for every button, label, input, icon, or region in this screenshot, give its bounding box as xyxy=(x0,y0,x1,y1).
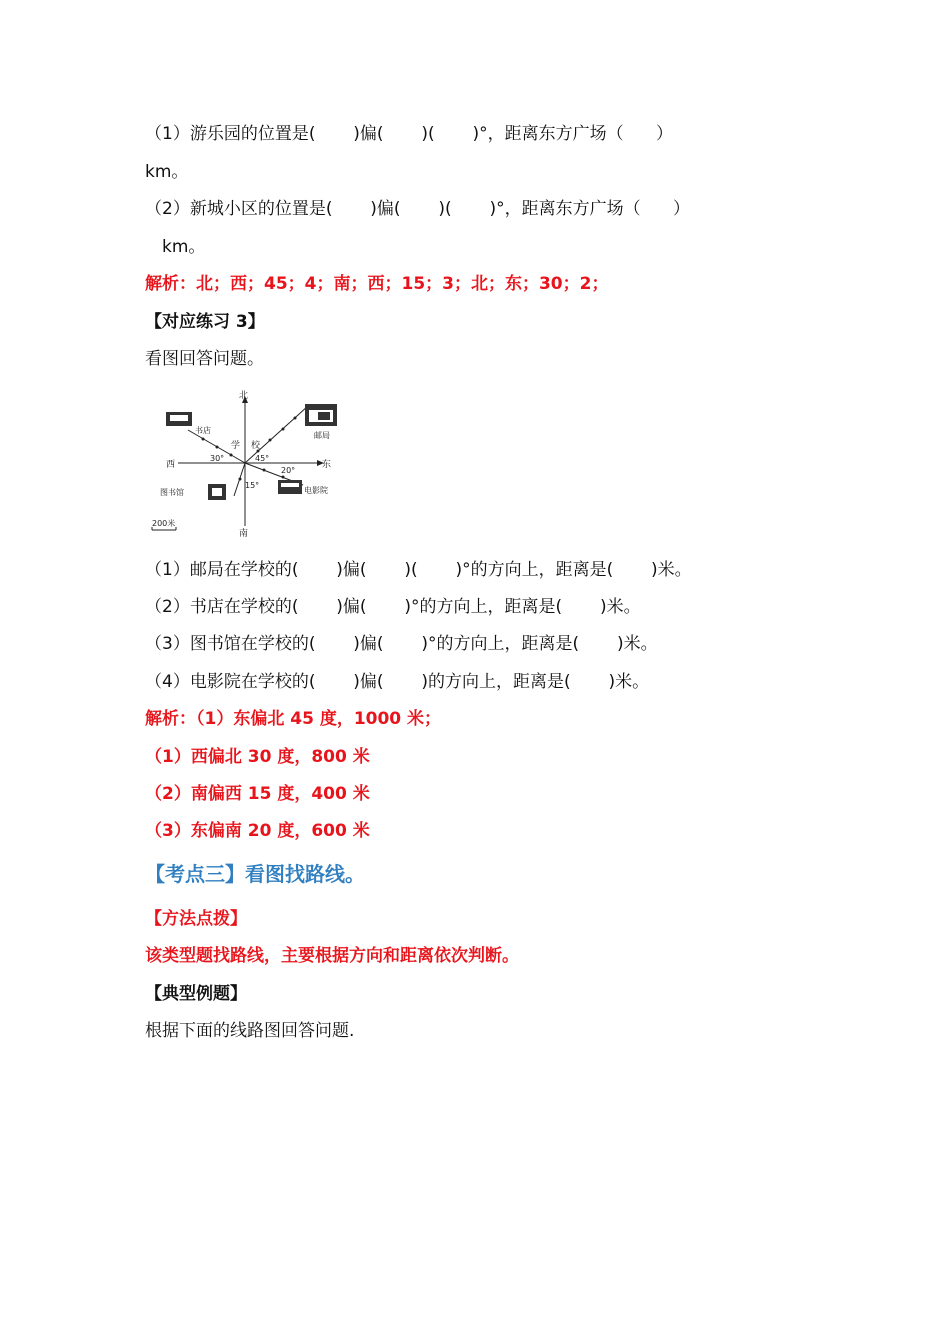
method-heading: 【方法点拨】 xyxy=(145,909,247,929)
school-label-2: 校 xyxy=(251,441,261,451)
north-label: 北 xyxy=(239,391,249,401)
angle-45-label: 45° xyxy=(255,454,270,463)
example-heading: 【典型例题】 xyxy=(145,984,247,1004)
practice3-question-3: （3）图书馆在学校的( )偏( )°的方向上，距离是( )米。 xyxy=(145,634,658,654)
q1-part1-cont: km。 xyxy=(145,162,189,182)
post-office-icon xyxy=(305,404,337,426)
section3-title: 【考点三】看图找路线。 xyxy=(145,862,365,886)
post-office-label: 邮局 xyxy=(314,431,330,440)
angle-15-label: 15° xyxy=(245,481,260,490)
q1-part1: （1）游乐园的位置是( )偏( )( )°，距离东方广场（ ） xyxy=(145,124,674,144)
practice3-answer-4: （3）东偏南 20 度，600 米 xyxy=(145,821,370,841)
practice3-question-4: （4）电影院在学校的( )偏( )的方向上，距离是( )米。 xyxy=(145,672,650,692)
west-label: 西 xyxy=(166,460,176,470)
method-text: 该类型题找路线，主要根据方向和距离依次判断。 xyxy=(145,946,519,966)
example-text: 根据下面的线路图回答问题. xyxy=(145,1021,355,1041)
library-icon xyxy=(208,484,226,500)
practice3-answer-3: （2）南偏西 15 度，400 米 xyxy=(145,784,370,804)
library-label: 图书馆 xyxy=(160,488,184,497)
cinema-icon xyxy=(278,480,302,494)
practice3-answer-2: （1）西偏北 30 度，800 米 xyxy=(145,747,370,767)
scale-label: 200米 xyxy=(152,519,176,528)
east-label: 东 xyxy=(322,460,332,470)
practice3-heading: 【对应练习 3】 xyxy=(145,312,265,332)
bookstore-icon xyxy=(166,412,192,426)
practice3-answer-1: 解析：（1）东偏北 45 度，1000 米； xyxy=(145,709,442,729)
direction-diagram xyxy=(148,388,344,538)
answer-prev: 解析：北；西；45；4；南；西；15；3；北；东；30；2； xyxy=(145,274,609,294)
q1-part2-cont: km。 xyxy=(162,237,206,257)
cinema-label: 电影院 xyxy=(304,486,328,495)
q1-part2: （2）新城小区的位置是( )偏( )( )°，距离东方广场（ ） xyxy=(145,199,691,219)
practice3-question-2: （2）书店在学校的( )偏( )°的方向上，距离是( )米。 xyxy=(145,597,641,617)
bookstore-label: 书店 xyxy=(195,426,211,435)
practice3-question-1: （1）邮局在学校的( )偏( )( )°的方向上，距离是( )米。 xyxy=(145,560,692,580)
angle-30-label: 30° xyxy=(210,454,225,463)
angle-20-label: 20° xyxy=(281,466,296,475)
south-label: 南 xyxy=(239,529,249,538)
school-label: 学 xyxy=(231,441,241,451)
practice3-prompt: 看图回答问题。 xyxy=(145,349,264,369)
